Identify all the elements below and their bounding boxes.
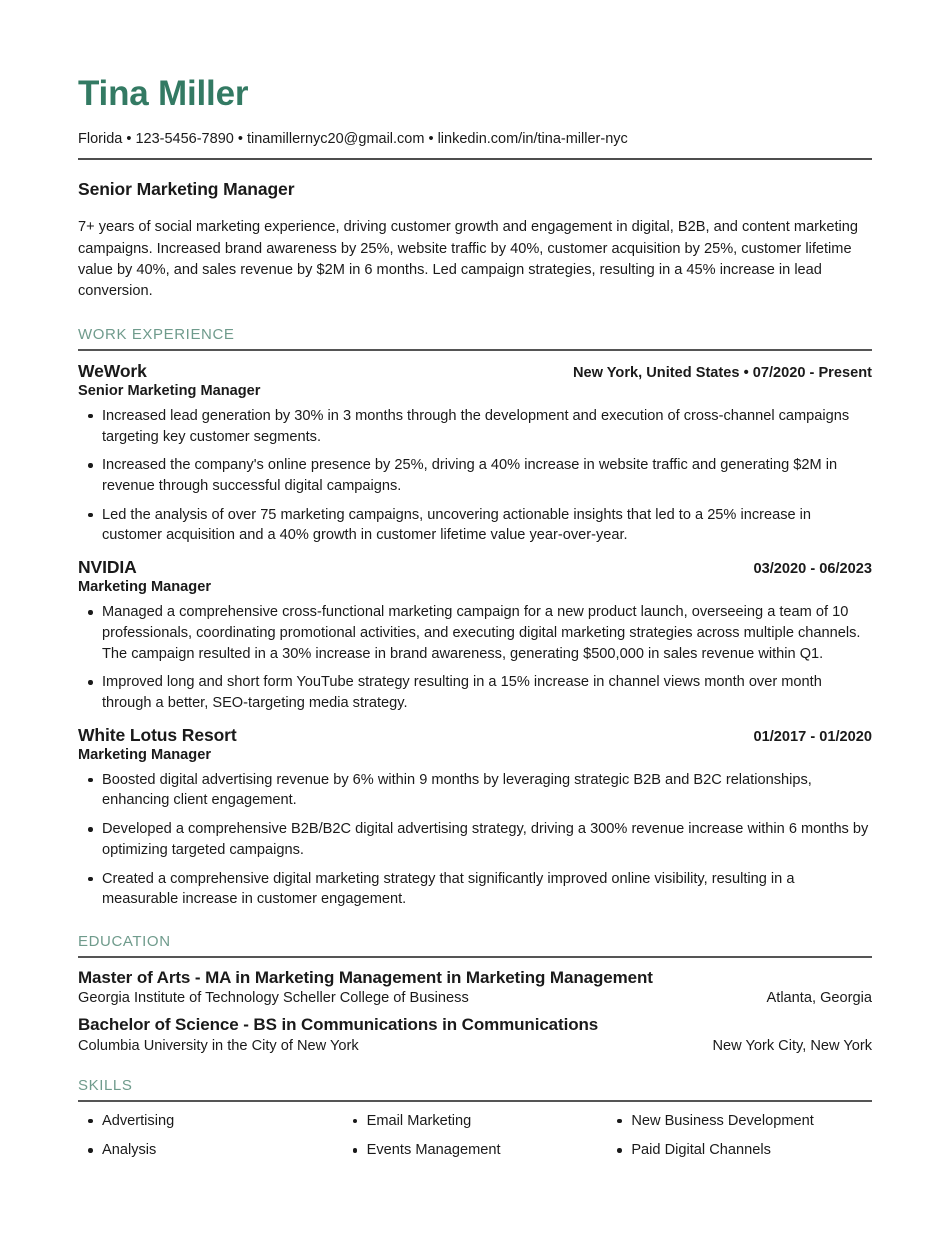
- degree-title: Master of Arts - MA in Marketing Management in Marketing Management: [78, 968, 653, 988]
- list-item: Paid Digital Channels: [607, 1140, 872, 1161]
- list-item: Developed a comprehensive B2B/B2C digital advertising strategy, driving a 300% revenue increase within 6 months by optimizing targeted campaigns.: [78, 819, 872, 860]
- list-item: Managed a comprehensive cross-functional marketing campaign for a new product launch, overseeing a team of 10 professionals, coordinating promotional activities, and executing digital marketing strategies across multiple channels. The campaign resulted in a 30% increase in brand awareness, generating $500,000 in sales revenue within Q1.: [78, 602, 872, 664]
- list-item: Increased lead generation by 30% in 3 months through the development and execution of cross-channel campaigns targeting key customer segments.: [78, 406, 872, 447]
- skills-grid: [78, 1111, 872, 1170]
- school-location: New York City, New York: [712, 1037, 872, 1054]
- section-header-education: EDUCATION: [78, 933, 171, 951]
- degree-title: Bachelor of Science - BS in Communications in Communications: [78, 1015, 599, 1035]
- contact-line: Florida • 123-5456-7890 • tinamillernyc20@gmail.com • linkedin.com/in/tina-miller-nyc: [78, 131, 628, 148]
- school-name: Columbia University in the City of New York: [78, 1037, 359, 1054]
- work-experience-divider: [78, 349, 872, 351]
- entry-header: [78, 725, 872, 746]
- work-entry-wework: [78, 361, 872, 546]
- list-item: Events Management: [343, 1140, 608, 1161]
- education-detail-line: [78, 1038, 872, 1054]
- section-header-work-experience: WORK EXPERIENCE: [78, 325, 235, 343]
- employer-meta: New York, United States • 07/2020 - Present: [572, 364, 872, 381]
- list-item: Boosted digital advertising revenue by 6% within 9 months by leveraging strategic B2B and B2C relationships, enhancing client engagement.: [78, 770, 872, 811]
- skills-divider: [78, 1100, 872, 1102]
- education-entry-bachelors: [78, 1014, 872, 1053]
- list-item: Led the analysis of over 75 marketing campaigns, uncovering actionable insights that led to a 25% increase in customer acquisition and a 40% growth in customer lifetime value year-over-year.: [78, 505, 872, 546]
- employer-meta: 03/2020 - 06/2023: [753, 561, 872, 578]
- employer-name: WeWork: [78, 360, 147, 381]
- school-name: Georgia Institute of Technology Scheller College of Business: [78, 990, 469, 1007]
- job-role: Senior Marketing Manager: [78, 382, 261, 399]
- job-role: Marketing Manager: [78, 746, 211, 763]
- school-location: Atlanta, Georgia: [766, 990, 872, 1007]
- employer-meta: 01/2017 - 01/2020: [753, 728, 872, 745]
- employer-name: NVIDIA: [78, 557, 137, 578]
- list-item: Created a comprehensive digital marketing strategy that significantly improved online visibility, resulting in a measurable increase in customer engagement.: [78, 869, 872, 910]
- list-item: Analysis: [78, 1140, 343, 1161]
- work-entry-nvidia: [78, 557, 872, 714]
- list-item: New Business Development: [607, 1111, 872, 1132]
- responsibility-list: [78, 602, 872, 714]
- list-item: Email Marketing: [343, 1111, 608, 1132]
- education-divider: [78, 956, 872, 958]
- responsibility-list: [78, 770, 872, 910]
- list-item: Improved long and short form YouTube strategy resulting in a 15% increase in channel views month over month through a better, SEO-targeting media strategy.: [78, 672, 872, 713]
- section-header-skills: SKILLS: [78, 1076, 133, 1094]
- responsibility-list: [78, 406, 872, 546]
- header-divider: [78, 158, 872, 160]
- candidate-name: Tina Miller: [78, 74, 249, 113]
- list-item: Advertising: [78, 1111, 343, 1132]
- professional-summary: 7+ years of social marketing experience, driving customer growth and engagement in digital, B2B, and content marketing campaigns. Increased brand awareness by 25%, website traffic by 40%, customer acquisition by 25%, customer lifetime value by 40%, and sales revenue by $2M in 6 months. Led campaign strategies, resulting in a 45% increase in lead conversion.: [78, 219, 858, 300]
- headline-title: Senior Marketing Manager: [78, 179, 295, 200]
- education-detail-line: [78, 990, 872, 1006]
- list-item: Increased the company's online presence by 25%, driving a 40% increase in website traffic and generating $2M in revenue through successful digital campaigns.: [78, 455, 872, 496]
- job-role: Marketing Manager: [78, 579, 211, 596]
- education-entry-masters: [78, 967, 872, 1006]
- work-entry-white-lotus-resort: [78, 725, 872, 910]
- entry-header: [78, 557, 872, 578]
- entry-header: [78, 361, 872, 382]
- employer-name: White Lotus Resort: [78, 724, 237, 745]
